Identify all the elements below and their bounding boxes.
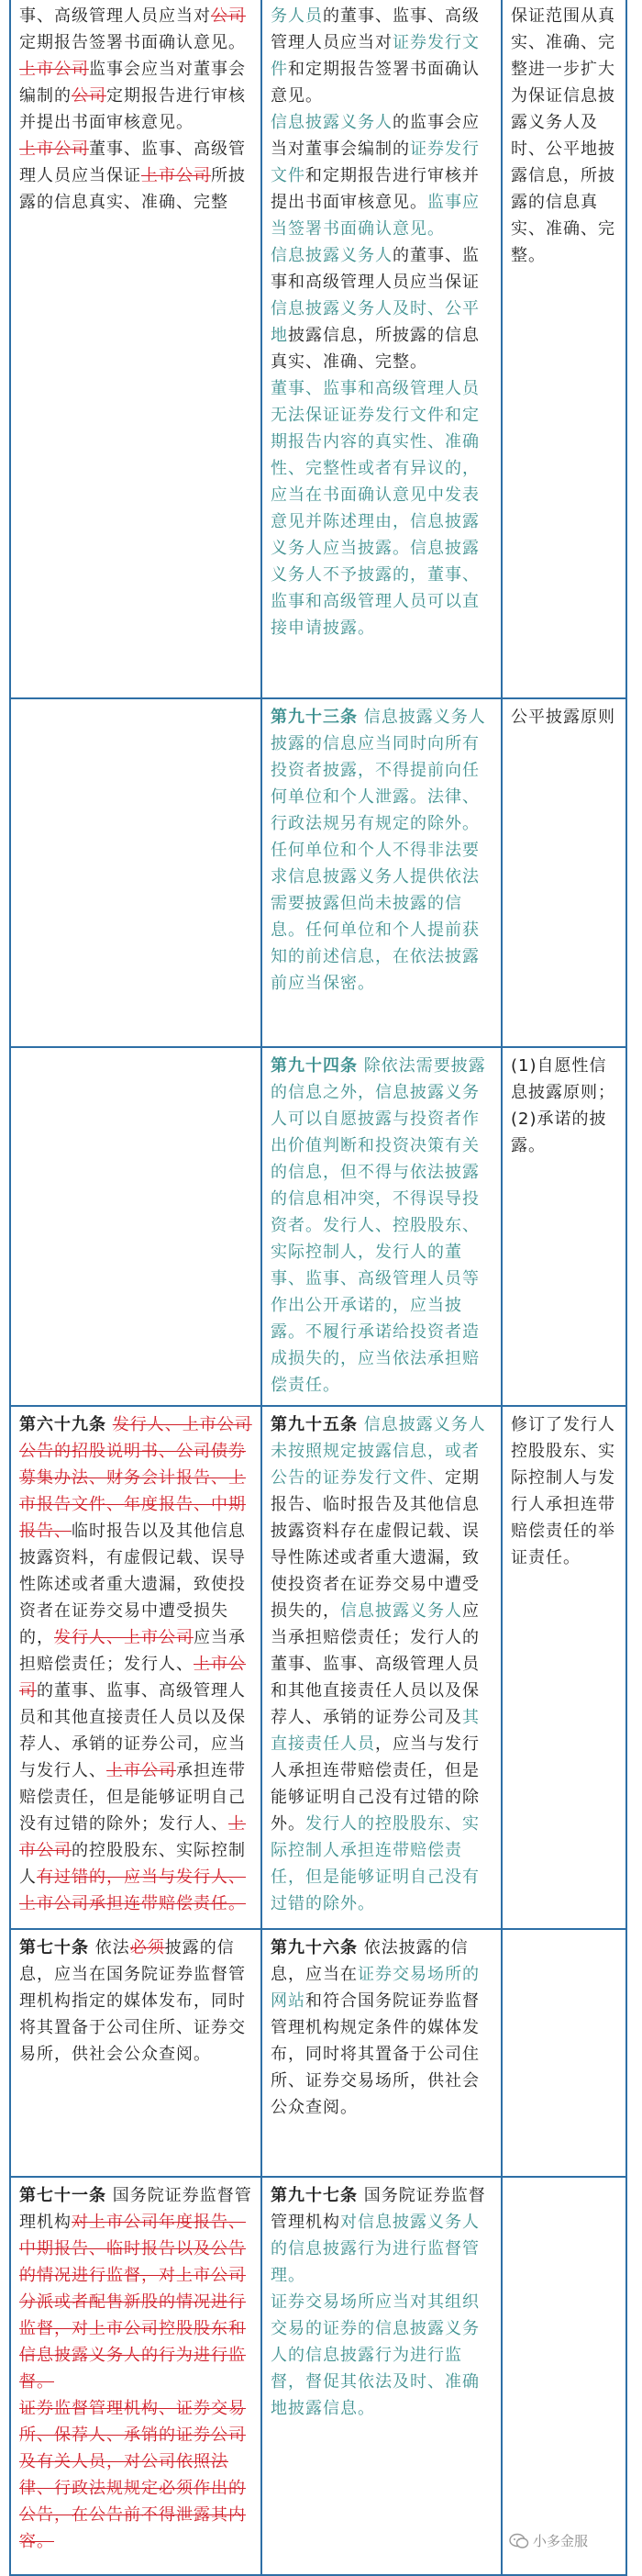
paragraph: [271, 375, 493, 641]
deleted-text: 必须: [129, 1938, 165, 1957]
text-run: 国务院证券监督管理机构: [271, 2186, 486, 2232]
paragraph: [19, 1935, 252, 2068]
added-text: 信息披露义务人: [271, 246, 393, 265]
added-text: 任何单位和个人不得非法要求信息披露义务人提供依法需要披露但尚未披露的信息。任何单位和个人提前获知的前述信息，在依法披露前应当保密。: [271, 841, 480, 993]
text-run: 应当承担赔偿责任；发行人、: [19, 1628, 246, 1674]
table-row: [10, 0, 626, 698]
deleted-text: 上市公司: [19, 60, 89, 79]
text-run: 的董事、监事和高级管理人员应当保证: [271, 246, 480, 292]
text-run: 的董事、监事、高级管理人员应当对: [271, 6, 480, 52]
note-cell: [502, 1047, 626, 1406]
old-text-cell: [10, 1929, 261, 2177]
deleted-text: 上市公司: [106, 1761, 176, 1780]
text-run: 的监事会应当对董事会编制的: [271, 113, 480, 159]
new-text-cell: [261, 0, 502, 698]
added-text: 发行人的控股股东、实际控制人承担连带赔偿责任，但是能够证明自己没有过错的除外。: [271, 1814, 480, 1913]
paragraph: [271, 1053, 493, 1399]
deleted-text: 上市公司: [19, 1655, 246, 1701]
note-cell: [502, 698, 626, 1047]
text-run: [106, 1415, 113, 1434]
added-text: 信息披露义务人披露的信息应当同时向所有投资者披露，不得提前向任何单位和个人泄露。法律、行政法规另有规定的除外。: [271, 708, 486, 833]
text-run: 监事会应当对董事会编制的: [19, 60, 246, 106]
text-run: 临时报告以及其他信息披露资料，有虚假记载、误导性陈述或者重大遗漏，致使投资者在证券交易中遭受损失的，: [19, 1522, 246, 1647]
deleted-text: 上市公司: [141, 166, 211, 185]
paragraph: [271, 704, 493, 837]
paragraph: [271, 109, 493, 242]
new-text-cell: [261, 1047, 502, 1406]
text-run: 事、高级管理人员应当对: [19, 6, 211, 26]
old-text-cell: [10, 1406, 261, 1929]
note-cell: [502, 0, 626, 698]
text-run: 国务院证券监督管理机构: [19, 2186, 252, 2232]
added-text: 第九十三条: [271, 708, 358, 727]
paragraph: [19, 3, 252, 56]
text-run: 定期报告、临时报告及其他信息披露资料存在虚假记载、误导性陈述或者重大遗漏，致使投资者在证券交易中遭受损失的，: [271, 1468, 480, 1621]
text-run: 所披露的信息真实、准确、完整: [19, 166, 246, 212]
added-text: 信息披露义务人未按照规定披露信息，或者公告的证券发行文件、: [271, 1415, 486, 1488]
added-text: 证券发行文件: [271, 33, 480, 79]
paragraph: [271, 3, 493, 109]
text-run: 第九十五条: [271, 1415, 358, 1434]
text-run: 董事、监事、高级管理人员应当保证: [19, 139, 246, 185]
text-run: ，应当与发行人承担连带赔偿责任，但是能够证明自己没有过错的除外。: [271, 1734, 480, 1834]
text-run: 的控股股东、实际控制人: [19, 1841, 246, 1887]
text-run: 和符合国务院证券监督管理机构规定条件的媒体发布，同时将其置备于公司住所、证券交易场所，供社会公众查阅。: [271, 1991, 480, 2117]
deleted-text: 发行人、上市公司: [54, 1628, 194, 1647]
paragraph: [271, 1935, 493, 2121]
note-cell: [502, 2177, 626, 2575]
text-run: 和定期报告进行审核并提出书面审核意见。: [271, 166, 480, 212]
paragraph: [271, 1411, 493, 1917]
text-run: 承担连带赔偿责任，但是能够证明自己没有过错的除外；发行人、: [19, 1761, 246, 1834]
new-text-cell: [261, 1406, 502, 1929]
paragraph: [19, 136, 252, 216]
paragraph: [19, 2395, 252, 2555]
added-text: 信息披露义务人: [271, 113, 393, 132]
new-text-cell: [261, 1929, 502, 2177]
text-run: (1)自愿性信息披露原则；: [511, 1056, 615, 1102]
text-run: 的董事、监事、高级管理人员和其他直接责任人员以及保荐人、承销的证券公司，应当与发行人、: [19, 1681, 246, 1780]
deleted-text: 证券监督管理机构、证券交易所、保荐人、承销的证券公司及有关人员，对公司依照法律、行政法规规定必须作出的公告，在公告前不得泄露其内容。: [19, 2399, 246, 2551]
paragraph: [511, 1411, 617, 1571]
added-text: 除依法需要披露的信息之外，信息披露义务人可以自愿披露与投资者作出价值判断和投资决策有关的信息，但不得与依法披露的信息相冲突，不得误导投资者。发行人、控股股东、实际控制人，发行人的董事、监事、高级管理人员等作出公开承诺的，应当披露。不履行承诺给投资者造成损失的，应当依法承担赔偿责任。: [271, 1056, 486, 1395]
text-run: 保证范围从真实、准确、完整进一步扩大为保证信息披露义务人及时、公平地披露信息，所披露的信息真实、准确、完整。: [511, 6, 615, 265]
new-text-cell: [261, 2177, 502, 2575]
added-text: 证券发行文件: [271, 139, 480, 185]
note-cell: [502, 1929, 626, 2177]
paragraph: [271, 2182, 493, 2289]
deleted-text: 公司: [72, 86, 106, 106]
old-text-cell: [10, 0, 261, 698]
added-text: 对信息披露义务人的信息披露行为进行监督管理。: [271, 2213, 480, 2285]
paragraph: [511, 1053, 617, 1106]
paragraph: [271, 837, 493, 997]
comparison-table: [9, 0, 627, 2576]
text-run: 依法: [89, 1938, 130, 1957]
deleted-text: 对上市公司年度报告、中期报告、临时报告以及公告的情况进行监督，对上市公司分派或者配售新股的情况进行监督，对上市公司控股股东和信息披露义务人的行为进行监督。: [19, 2213, 246, 2392]
text-run: 第六十九条: [19, 1415, 106, 1434]
paragraph: [511, 3, 617, 269]
text-run: 第九十七条: [271, 2186, 358, 2205]
deleted-text: 有过错的，应当与发行人、上市公司承担连带赔偿责任。: [19, 1868, 246, 1913]
added-text: 信息披露义务人: [340, 1601, 462, 1621]
paragraph: [271, 2289, 493, 2422]
added-text: 证券交易场所的网站: [271, 1965, 480, 2011]
added-text: 监事应当签署书面确认意见。: [271, 193, 480, 239]
table-row: [10, 698, 626, 1047]
paragraph: [19, 1411, 252, 1917]
text-run: (2)承诺的披露。: [511, 1110, 607, 1155]
added-text: 证券交易场所应当对其组织交易的证券的信息披露义务人的信息披露行为进行监督，督促其依法及时、准确地披露信息。: [271, 2292, 480, 2418]
watermark-text: 小多金服: [533, 2533, 589, 2549]
added-text: 信息披露义务人及时、公平地: [271, 299, 480, 345]
added-text: 董事、监事和高级管理人员无法保证证券发行文件和定期报告内容的真实性、准确性、完整性或者有异议的，应当在书面确认意见中发表意见并陈述理由，信息披露义务人应当披露。信息披露义务人不予披露的，董事、监事和高级管理人员可以直接申请披露。: [271, 379, 480, 638]
paragraph: [271, 242, 493, 375]
table-row: [10, 2177, 626, 2575]
paragraph: [511, 704, 617, 730]
text-run: 定期报告签署书面确认意见。: [19, 33, 246, 52]
note-cell: [502, 1406, 626, 1929]
text-run: 第七十一条: [19, 2186, 106, 2205]
text-run: 第九十六条: [271, 1938, 358, 1957]
table-row: [10, 1047, 626, 1406]
wechat-bubble-icon: [509, 2533, 529, 2549]
text-run: 披露的信息，应当在国务院证券监督管理机构指定的媒体发布，同时将其置备于公司住所、证券交易所，供社会公众查阅。: [19, 1938, 246, 2064]
deleted-text: 发行人、上市公司公告的招股说明书、公司债券募集办法、财务会计报告、上市报告文件、年度报告、中期报告、: [19, 1415, 252, 1541]
deleted-text: 上市公司: [19, 1814, 246, 1860]
added-text: 务人员: [271, 6, 323, 26]
text-run: 公平披露原则: [511, 708, 615, 727]
deleted-text: 公司: [211, 6, 246, 26]
text-run: 披露信息，所披露的信息真实、准确、完整。: [271, 326, 480, 372]
table-row: [10, 1929, 626, 2177]
paragraph: [19, 56, 252, 136]
watermark: [509, 2531, 588, 2550]
added-text: 第九十四条: [271, 1056, 358, 1076]
paragraph: [19, 2182, 252, 2395]
added-text: 其直接责任人员: [271, 1708, 480, 1754]
old-text-cell: [10, 698, 261, 1047]
text-run: 第七十条: [19, 1938, 89, 1957]
text-run: 应当承担赔偿责任；发行人的董事、监事、高级管理人员和其他直接责任人员以及保荐人、承销的证券公司及: [271, 1601, 480, 1727]
text-run: [358, 1415, 364, 1434]
old-text-cell: [10, 1047, 261, 1406]
table-row: [10, 1406, 626, 1929]
text-run: 定期报告进行审核并提出书面审核意见。: [19, 86, 246, 132]
text-run: 和定期报告签署书面确认意见。: [271, 60, 480, 106]
deleted-text: 上市公司: [19, 139, 89, 159]
text-run: 修订了发行人控股股东、实际控制人与发行人承担连带赔偿责任的举证责任。: [511, 1415, 615, 1567]
text-run: 依法披露的信息，应当在: [271, 1938, 469, 1984]
paragraph: [511, 1106, 617, 1159]
new-text-cell: [261, 698, 502, 1047]
old-text-cell: [10, 2177, 261, 2575]
